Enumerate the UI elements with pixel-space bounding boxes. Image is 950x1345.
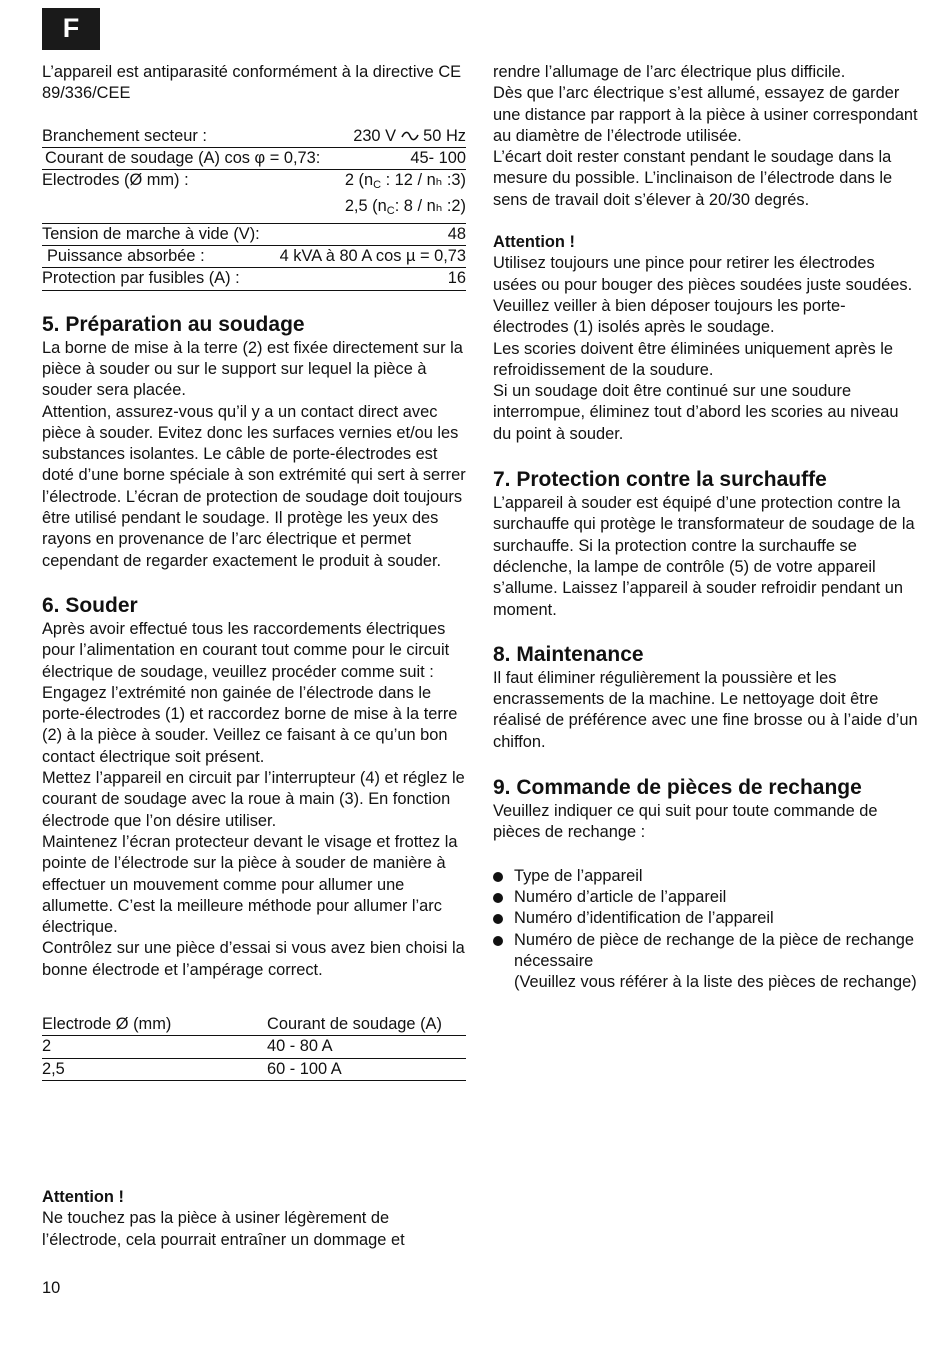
paragraph: Veuillez indiquer ce qui suit pour toute commande de pièces de rechange : [493, 802, 878, 842]
paragraph: La borne de mise à la terre (2) est fixée directement sur la pièce à souder ou sur le support sur lequel la pièce à souder sera placée. [42, 338, 463, 400]
bottom-attention [42, 1187, 466, 1251]
parts-note: (Veuillez vous référer à la liste des pièces de rechange) [514, 973, 917, 992]
table-cell: 40 - 80 A [267, 1036, 466, 1058]
paragraph: L’appareil à souder est équipé d’une protection contre la surchauffe qui protège le transformateur de soudage de la surchauffe. Si la protection contre la surchauffe se déclenche, la lampe de contrôle (5) de votre appareil s’allume. Laissez l’appareil à souder refroidir pendant un moment. [493, 494, 915, 619]
paragraph: Après avoir effectué tous les raccordements électriques pour l’alimentation en courant tout comme pour le circuit électrique de soudage, veuillez procéder comme suit : [42, 619, 450, 681]
section-title-8: 8. Maintenance [493, 642, 644, 666]
spec-row-puissance [42, 246, 466, 268]
spec-row-tension [42, 223, 466, 246]
table-cell: 2,5 [42, 1058, 267, 1080]
spec-value: 2,5 ($n_C$: 8 / nₕ :2) [344, 197, 466, 218]
spec-value: 45- 100 [410, 148, 466, 167]
table-row [42, 1058, 466, 1080]
spec-row-branchement [42, 126, 466, 148]
paragraph: rendre l’allumage de l’arc électrique plus difficile. [493, 63, 846, 81]
spec-value: 16 [447, 269, 466, 288]
table-row [42, 1036, 466, 1058]
voltage-value: 230 V [353, 126, 397, 145]
paragraph: Ne touchez pas la pièce à usiner légèrement de l’électrode, cela pourrait entraîner un dommage et [42, 1209, 405, 1249]
page-number: 10 [42, 1279, 61, 1297]
attention-heading: Attention ! [42, 1188, 124, 1206]
paragraph: L’écart doit rester constant pendant le soudage dans la mesure du possible. L’inclinaison de l’électrode dans le sens de travail doit s’élever à 20/30 degrés. [493, 148, 893, 209]
spec-label: Puissance absorbée : [47, 247, 205, 266]
spec-label: Courant de soudage (A) cos φ = 0,73: [45, 148, 321, 167]
spec-label: Tension de marche à vide (V): [42, 224, 260, 243]
paragraph: Attention, assurez-vous qu’il y a un contact direct avec pièce à souder. Evitez donc les surfaces vernies et/ou les substances isolantes. Le câble de porte-électrodes est doté d’une borne spéciale à son extrémité qui sert à serrer l’électrode. L’écran de protection de soudage doit toujours être utilisé pendant le soudage. Il protège les yeux des rayons en provenance de l’arc électrique et permet cependant de regarder exactement le produit à souder. [42, 402, 466, 570]
section-title-5: 5. Préparation au soudage [42, 312, 305, 336]
list-item: Numéro d’identification de l’appareil [493, 908, 918, 929]
paragraph: Dès que l’arc électrique s’est allumé, essayez de garder une distance par rapport à la pièce à usiner correspondant au diamètre de l’électrode utilisée. [493, 84, 918, 145]
spec-row-courant [42, 148, 466, 170]
list-item: Numéro de pièce de rechange de la pièce de rechange nécessaire [493, 930, 918, 973]
table-cell: 2 [42, 1036, 267, 1058]
table-header-row [42, 1014, 466, 1036]
spec-row-electrodes [42, 170, 466, 196]
table-header-cell: Courant de soudage (A) [267, 1014, 466, 1036]
frequency-value: 50 Hz [423, 126, 466, 145]
ac-wave-icon [401, 131, 419, 141]
paragraph: Les scories doivent être éliminées uniquement après le refroidissement de la soudure. [493, 339, 893, 379]
spec-row-electrodes-2 [42, 196, 466, 222]
section-title-9: 9. Commande de pièces de rechange [493, 776, 862, 800]
table-header-cell: Electrode Ø (mm) [42, 1014, 267, 1036]
language-badge: F [42, 8, 100, 50]
section-title-7: 7. Protection contre la surchauffe [493, 468, 827, 492]
spec-row-protection [42, 268, 466, 290]
spec-value [353, 126, 466, 147]
intro-text: L’appareil est antiparasité conformément à la directive CE 89/336/CEE [42, 63, 462, 103]
current-table [42, 1014, 466, 1081]
spec-value: 2 ($n_C$ : 12 / nₕ :3) [344, 171, 466, 192]
paragraph: Utilisez toujours une pince pour retirer les électrodes usées ou pour bouger des pièces soudées juste soudées. Veuillez veiller à bien déposer toujours les porte-électrodes (1) isolés après le soudage. [493, 254, 913, 337]
paragraph: Si un soudage doit être continué sur une soudure interrompue, éliminez tout d’abord les scories au niveau du point à souder. [493, 382, 899, 443]
parts-list [493, 866, 918, 972]
left-column [42, 62, 466, 1081]
attention-heading: Attention ! [493, 233, 575, 252]
paragraph: Contrôlez sur une pièce d’essai si vous avez bien choisi la bonne électrode et l’ampérage correct. [42, 939, 465, 979]
spec-block [42, 126, 466, 291]
spec-label: Branchement secteur : [42, 126, 207, 145]
section-title-6: 6. Souder [42, 593, 138, 617]
paragraph: Maintenez l’écran protecteur devant le visage et frottez la pointe de l’électrode sur la pièce à souder de manière à effectuer un mouvement comme pour allumer une allumette. C’est la meilleure méthode pour allumer l’arc électrique. [42, 832, 458, 937]
spec-value: 4 kVA à 80 A cos µ = 0,73 [279, 247, 466, 266]
paragraph: Il faut éliminer régulièrement la poussière et les encrassements de la machine. Le nettoyage doit être réalisé de préférence avec une fine brosse ou à l’aide d’un chiffon. [493, 668, 918, 751]
right-column [493, 62, 918, 993]
table-cell: 60 - 100 A [267, 1058, 466, 1080]
list-item: Numéro d’article de l’appareil [493, 887, 918, 908]
list-item: Type de l’appareil [493, 866, 918, 887]
paragraph: Mettez l’appareil en circuit par l’interrupteur (4) et réglez le courant de soudage avec la roue à main (3). En fonction électrode que l’on désire utiliser. [42, 769, 465, 830]
spec-label: Electrodes (Ø mm) : [42, 171, 189, 190]
spec-label: Protection par fusibles (A) : [42, 269, 240, 288]
spec-value: 48 [447, 224, 466, 243]
paragraph: Engagez l’extrémité non gainée de l’électrode dans le porte-électrodes (1) et raccordez borne de mise à la terre (2) à la pièce à souder. Veillez ce faisant à ce qu’un bon contact électrique soit présent. [42, 683, 458, 766]
